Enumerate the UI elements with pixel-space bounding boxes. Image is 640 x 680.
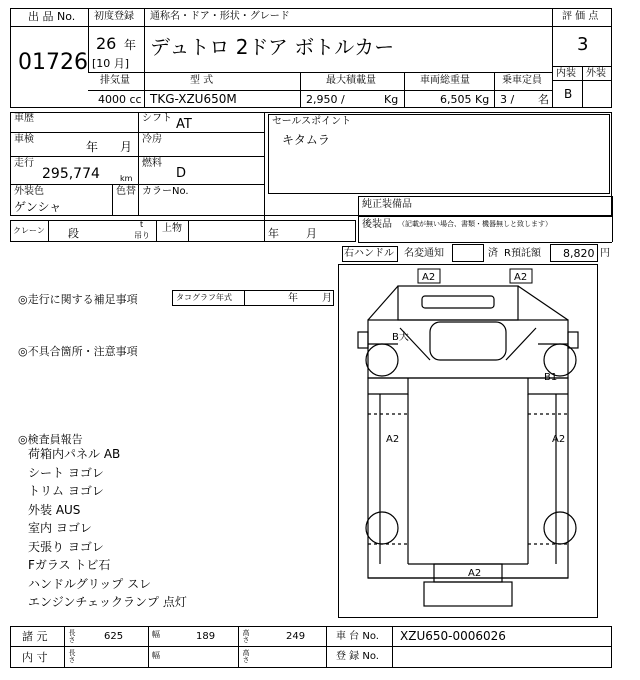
interior-grade: B [564, 87, 573, 101]
divider [88, 90, 552, 91]
damage-mark: A2 [468, 568, 482, 579]
displacement-label: 排気量 [100, 75, 130, 86]
inspector-item: ハンドルグリップ スレ [28, 576, 152, 591]
damage-mark: B大 [392, 332, 409, 343]
damage-mark: A2 [552, 434, 566, 445]
crane-stage: 段 [68, 227, 79, 240]
sales-point-text: キタムラ [282, 133, 330, 147]
rating-value: 3 [577, 34, 589, 55]
divider [326, 626, 327, 668]
vehicle-name: デュトロ 2ドア ボトルカー [150, 35, 395, 59]
drive-side: 右ハンドル [344, 248, 394, 259]
max-load: 2,950 / [306, 93, 345, 106]
mirror-left [358, 332, 368, 348]
capacity-unit: 名 [538, 93, 549, 106]
divider [10, 646, 612, 647]
divider [358, 196, 359, 242]
upper-month: 月 [306, 227, 317, 240]
fuel-label: 燃料 [142, 158, 162, 169]
divider [244, 290, 245, 306]
length-value: 625 [104, 631, 124, 642]
divider [582, 66, 583, 108]
inspector-item: シート ヨゴレ [28, 465, 104, 480]
divider [10, 132, 264, 133]
divider [358, 242, 612, 243]
inspector-item: 荷箱内パネル AB [28, 447, 121, 461]
divider [144, 8, 145, 108]
divider [300, 72, 301, 108]
reg-no-label: 登 録 No. [336, 651, 379, 662]
divider [10, 26, 552, 27]
tachograph-label: タコグラフ年式 [176, 293, 232, 302]
divider [112, 184, 113, 216]
capacity-label: 乗車定員 [502, 75, 542, 86]
shift-value: AT [176, 117, 192, 132]
model-label: 型 式 [190, 75, 214, 86]
mileage-value: 295,774 [42, 166, 100, 182]
chassis-label: 車 台 No. [336, 631, 379, 642]
inspector-item: エンジンチェックランプ 点灯 [28, 595, 187, 609]
damage-mark: A2 [422, 272, 436, 283]
crane-label: クレーン [13, 226, 45, 235]
model: TKG-XZU650M [150, 92, 237, 106]
divider [10, 184, 264, 185]
divider [156, 220, 157, 242]
tachograph-month: 月 [322, 293, 332, 304]
name-grade-label: 通称名・ドア・形状・グレード [150, 11, 290, 22]
cab-body [368, 320, 568, 378]
recycle-value: 8,820 [563, 247, 595, 260]
capacity: 3 / [500, 93, 515, 106]
length-label: 長さ [68, 629, 76, 643]
divider [358, 196, 612, 197]
inspector-item: 外装 AUS [28, 502, 81, 517]
crane-lift: 吊り [134, 231, 150, 240]
rating-label: 評 価 点 [562, 11, 599, 22]
divider [64, 626, 65, 668]
displacement: 4000 cc [98, 93, 142, 106]
damage-mark: B1 [544, 372, 558, 383]
windshield [430, 322, 506, 360]
fuel-value: D [176, 166, 187, 181]
max-load-label: 最大積載量 [326, 75, 376, 86]
rear-bumper [424, 582, 512, 606]
gross-weight: 6,505 Kg [440, 93, 490, 106]
wheel-rear-right [544, 512, 576, 544]
inspector-item: 室内 ヨゴレ [28, 521, 92, 535]
divider [48, 220, 49, 242]
divider [88, 72, 552, 73]
sales-point-label: セールスポイント [272, 116, 352, 127]
divider [10, 156, 264, 157]
mileage-unit: km [120, 174, 133, 183]
color-change-label: 色替 [116, 186, 136, 197]
cargo-body [368, 378, 568, 578]
inspection-year: 年 [86, 140, 99, 154]
first-reg-month: [10 月] [92, 57, 130, 70]
wheel-front-left [366, 344, 398, 376]
divider [238, 626, 239, 668]
upper-label: 上物 [162, 223, 182, 234]
wheel-rear-left [366, 512, 398, 544]
shift-label: シフト [142, 113, 172, 124]
divider [552, 8, 553, 108]
lot-number: 01726 [18, 50, 88, 75]
width-value: 189 [196, 631, 216, 642]
ryo-label: 済 [488, 248, 498, 259]
name-change-label: 名変通知 [404, 248, 444, 259]
inner-length-label: 長さ [68, 649, 76, 663]
upper-year: 年 [268, 227, 279, 240]
divider [88, 8, 89, 72]
aftermarket-note: （記載が無い場合、書類・機器無しと致します） [398, 220, 552, 228]
damage-mark: A2 [386, 434, 400, 445]
inner-width-label: 幅 [152, 651, 160, 660]
damage-mark: A2 [514, 272, 528, 283]
gross-weight-label: 車両総重量 [420, 75, 470, 86]
crane-row [10, 220, 356, 242]
dims-label: 諸 元 [22, 630, 48, 643]
divider [404, 72, 405, 108]
recycle-unit: 円 [600, 248, 610, 259]
height-value: 249 [286, 631, 306, 642]
exterior-label: 外装 [586, 68, 606, 79]
inner-label: 内 寸 [22, 651, 48, 664]
tachograph-year: 年 [288, 293, 298, 304]
divider [188, 220, 189, 242]
recycle-label: R預託額 [504, 248, 541, 259]
aftermarket-label: 後装品 [362, 219, 392, 230]
max-load-unit: Kg [384, 93, 399, 106]
width-label: 幅 [152, 630, 160, 639]
year-unit: 年 [124, 38, 137, 52]
driving-notes-label: ◎走行に関する補足事項 [18, 293, 138, 306]
inner-height-label: 高さ [242, 649, 250, 663]
divider [138, 112, 139, 216]
truck-diagram [338, 264, 598, 618]
cab-front-top [422, 296, 494, 308]
mirror-right [568, 332, 578, 348]
first-reg-year: 26 [96, 34, 117, 53]
color-label: 外装色 [14, 186, 44, 197]
divider [148, 626, 149, 668]
crane-t: t [140, 220, 144, 229]
inspector-list [28, 448, 318, 615]
color-code-label: カラーNo. [142, 186, 189, 197]
inspector-item: Fガラス トビ石 [28, 558, 111, 572]
divider [552, 26, 612, 27]
inspection-label: 車検 [14, 134, 34, 145]
footer-frame [10, 626, 612, 668]
inspector-item: トリム ヨゴレ [28, 484, 104, 498]
inspection-month: 月 [120, 140, 133, 154]
ac-label: 冷房 [142, 134, 162, 145]
mileage-label: 走行 [14, 158, 34, 169]
divider [494, 72, 495, 108]
history-label: 車歴 [14, 113, 34, 124]
divider [612, 196, 613, 242]
name-change-box [452, 244, 484, 262]
first-reg-label: 初度登録 [94, 11, 134, 22]
color-value: ゲンシャ [14, 200, 62, 214]
divider [392, 626, 393, 668]
lot-label: 出 品 No. [28, 10, 76, 23]
genuine-equip-label: 純正装備品 [362, 199, 412, 210]
height-label: 高さ [242, 629, 250, 643]
divider [358, 216, 612, 217]
interior-label: 内装 [556, 68, 576, 79]
inspector-item: 天張り ヨゴレ [28, 539, 104, 554]
inspector-label: ◎検査員報告 [18, 433, 83, 446]
cab-roof [398, 286, 518, 320]
chassis-number: XZU650-0006026 [400, 629, 506, 643]
defects-label: ◎不具合箇所・注意事項 [18, 345, 138, 358]
